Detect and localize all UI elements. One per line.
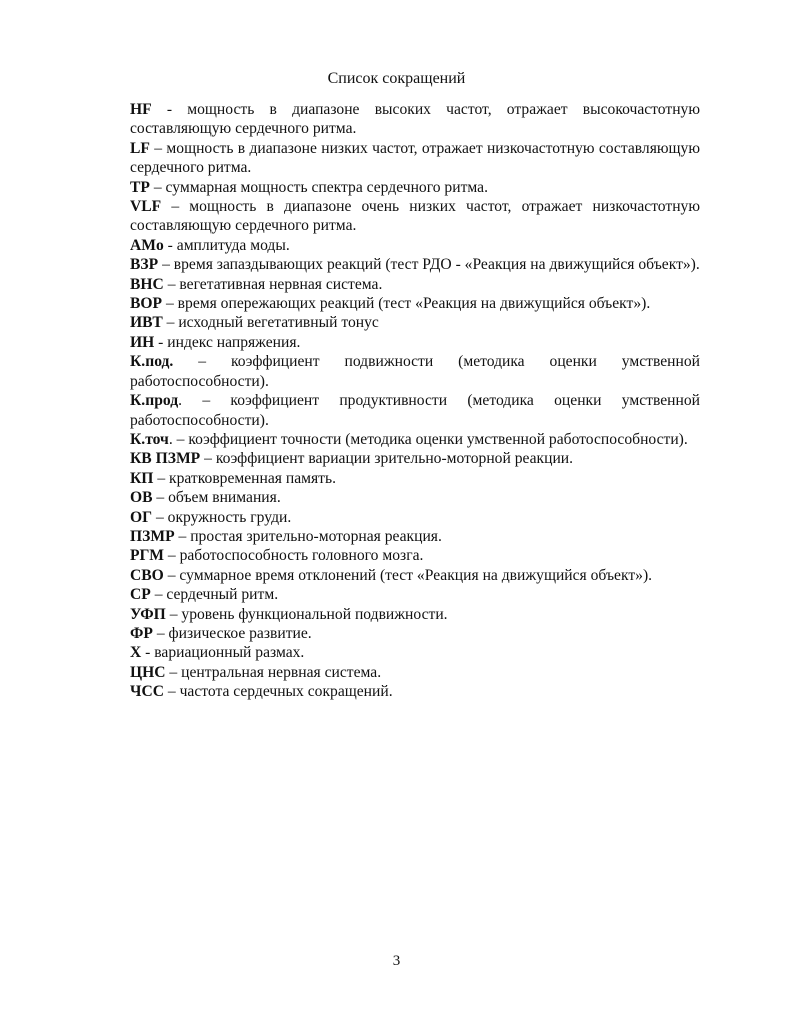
list-item-vlf [130,197,700,236]
term: ЦНС [130,663,166,681]
list-item-svo [130,566,700,585]
definition: – вегетативная нервная система. [163,275,383,293]
term: ОГ [130,508,153,526]
definition: – исходный вегетативный тонус [162,314,379,332]
term: HF [130,101,152,118]
list-item-kp [130,469,700,488]
abbreviation-list [130,100,700,702]
definition: - индекс напряжения. [154,333,301,351]
list-item-vns [130,275,700,294]
term: ИН [130,333,155,351]
list-item-chss [130,682,700,701]
definition: – объем внимания. [152,489,281,507]
list-item-vzr [130,255,700,274]
definition: . – коэффициент точности (методика оценки умственной работоспособности). [168,430,688,448]
definition: – суммарное время отклонений (тест «Реакция на движущийся объект»). [163,566,653,584]
list-item-hf [130,100,700,139]
term: ЧСС [130,683,164,701]
term: СВО [130,566,164,584]
list-item-ov [130,488,700,507]
definition: – коэффициент вариации зрительно-моторной реакции. [200,450,574,468]
list-item-k-toch [130,430,700,449]
definition: - мощность в диапазоне высоких частот, отражает высокочастотную составляющую сердечного ритма. [130,101,700,138]
definition: - вариационный размах. [141,644,305,662]
list-item-k-prod [130,391,700,430]
term: X [130,644,142,662]
term: ВЗР [130,256,159,274]
page-title: Список сокращений [327,70,466,87]
term: LF [130,139,150,157]
list-item-k-pod [130,352,700,391]
definition: – мощность в диапазоне очень низких частот, отражает низкочастотную составляющую сердечного ритма. [130,198,700,235]
definition: – работоспособность головного мозга. [163,547,424,565]
definition: – частота сердечных сокращений. [163,683,393,701]
definition: – простая зрительно-моторная реакция. [174,527,442,545]
term: AMo [130,236,164,254]
definition: – окружность груди. [152,508,292,526]
definition: – центральная нервная система. [165,663,382,681]
definition: – мощность в диапазоне низких частот, отражает низкочастотную составляющую сердечного ритма. [130,139,700,177]
list-item-fr [130,624,700,643]
definition: – уровень функциональной подвижности. [165,605,448,623]
list-item-ufp [130,605,700,624]
term: ВНС [130,275,164,293]
list-item-kv-pzmr [130,449,700,468]
definition: – суммарная мощность спектра сердечного ритма. [149,178,488,196]
list-item-lf [130,139,700,178]
term: КП [130,469,154,487]
definition: – кратковременная память. [153,469,337,487]
list-item-in [130,333,700,352]
list-item-vor [130,294,700,313]
list-item-og [130,508,700,527]
definition: . – коэффициент продуктивности (методика оценки умственной работоспособности). [130,392,700,429]
definition: – время опережающих реакций (тест «Реакция на движущийся объект»). [162,295,651,313]
list-item-tp [130,178,700,197]
list-item-pzmr [130,527,700,546]
definition: – физическое развитие. [152,624,312,642]
term: ИВТ [130,314,163,332]
term: КВ ПЗМР [130,450,201,468]
term: ОВ [130,489,153,507]
list-item-x [130,643,700,662]
term: ПЗМР [130,527,175,545]
term: ФР [130,624,153,642]
term: СР [130,586,151,604]
page-number: 3 [392,953,401,969]
list-item-ivt [130,313,700,332]
list-item-cns [130,663,700,682]
term: К.прод [130,392,179,410]
term: VLF [130,198,162,216]
definition: – сердечный ритм. [150,586,279,604]
list-item-sr [130,585,700,604]
list-item-amo [130,236,700,255]
definition: – время запаздывающих реакций (тест РДО - «Реакция на движущийся объект»). [158,256,700,274]
definition: – коэффициент подвижности (методика оценки умственной работоспособности). [130,353,700,390]
term: TP [130,178,150,196]
term: К.под. [130,353,174,371]
term: ВОР [130,295,163,313]
term: РГМ [130,547,164,565]
definition: - амплитуда моды. [163,236,290,254]
term: К.точ [130,430,169,448]
list-item-rgm [130,546,700,565]
term: УФП [130,605,166,623]
